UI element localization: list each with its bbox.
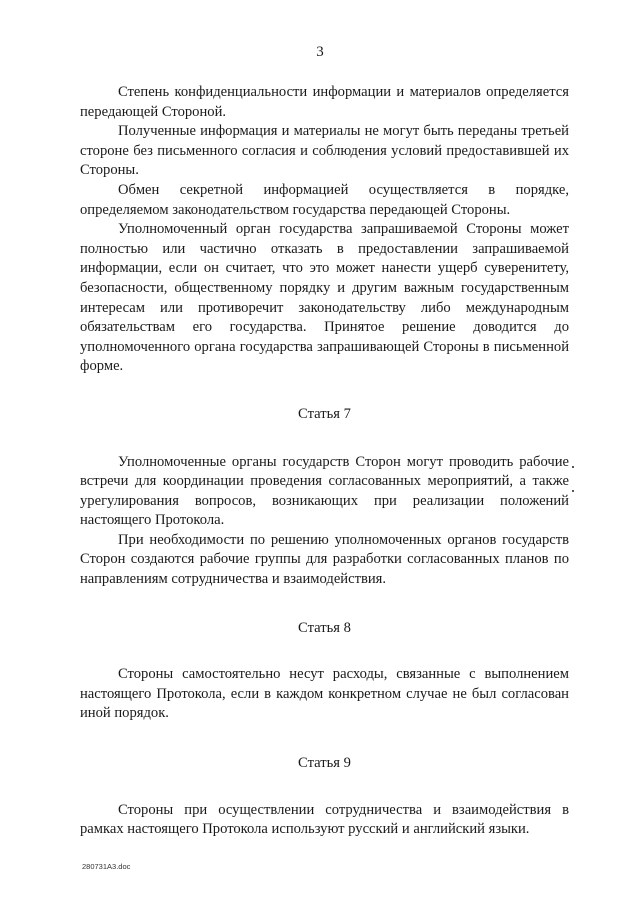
article-heading-9: Статья 9 xyxy=(298,755,351,772)
scan-speck xyxy=(572,466,574,468)
paragraph: Обмен секретной информацией осуществляется в порядке, определяемом законодательством государства передающей Стороны. xyxy=(80,181,569,218)
article-heading-7: Статья 7 xyxy=(298,405,351,422)
paragraph: Уполномоченные органы государств Сторон могут проводить рабочие встречи для координации проведения согласованных мероприятий, а также урегулирования вопросов, возникающих при реализации положений настоящего Протокола. xyxy=(80,453,569,529)
paragraph: Уполномоченный орган государства запрашиваемой Стороны может полностью или частично отказать в предоставлении запрашиваемой информации, если он считает, что это может нанести ущерб суверенитету, безопасности, общественному порядку и другим важным государственным интересам или противоречит законодательству либо международным обязательствам его государства. Принятое решение доводится до уполномоченного органа государства запрашивающей Стороны в письменной форме. xyxy=(80,221,569,375)
paragraph: При необходимости по решению уполномоченных органов государств Сторон создаются рабочие группы для разработки согласованных планов по направлениям сотрудничества и взаимодействия. xyxy=(80,531,569,588)
paragraph: Стороны самостоятельно несут расходы, связанные с выполнением настоящего Протокола, если в каждом конкретном случае не был согласован иной порядок. xyxy=(80,666,569,722)
article-heading-8: Статья 8 xyxy=(298,619,351,636)
scan-speck xyxy=(572,490,574,492)
footer-filename: 280731A3.doc xyxy=(82,862,131,871)
page-number: 3 xyxy=(316,44,324,60)
document-body xyxy=(80,83,569,840)
paragraph: Стороны при осуществлении сотрудничества и взаимодействия в рамках настоящего Протокола используют русский и английский языки. xyxy=(80,801,569,838)
paragraph: Полученные информация и материалы не могут быть переданы третьей стороне без письменного согласия и соблюдения условий предоставившей их Стороны. xyxy=(80,123,569,179)
paragraph: Степень конфиденциальности информации и материалов определяется передающей Стороной. xyxy=(80,84,569,120)
